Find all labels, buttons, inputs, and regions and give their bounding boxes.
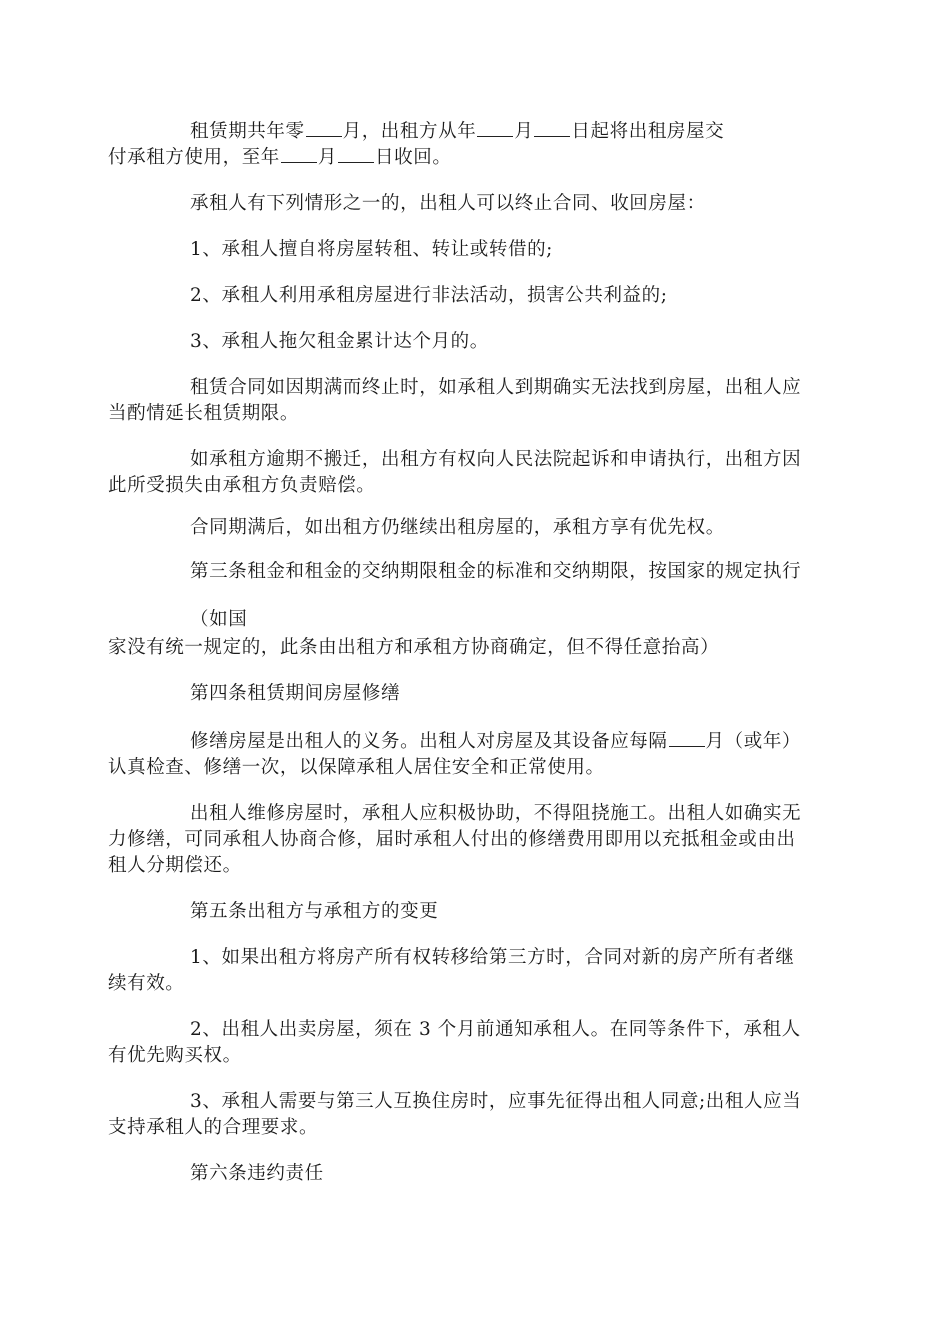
list-item: 2、出租人出卖房屋，须在 3 个月前通知承租人。在同等条件下，承租人 (190, 1019, 801, 1040)
text-line (190, 730, 801, 754)
text-run: 日收回。 (375, 147, 452, 168)
list-item: 1、如果出租方将房产所有权转移给第三方时，合同对新的房产所有者继 (190, 947, 795, 968)
text-line: 当酌情延长租赁期限。 (108, 403, 300, 424)
list-item: 1、承租人擅自将房屋转租、转让或转借的; (190, 239, 554, 260)
text-run: 日起将出租房屋交 (571, 121, 725, 142)
list-item: 3、承租人拖欠租金累计达个月的。 (190, 331, 489, 352)
section-heading: 第三条租金和租金的交纳期限租金的标准和交纳期限，按国家的规定执行 (190, 561, 802, 582)
section-heading: 第五条出租方与承租方的变更 (190, 901, 439, 922)
text-line: 力修缮，可同承租人协商合修，届时承租人付出的修缮费用即用以充抵租金或由出 (108, 829, 796, 850)
text-line: 租赁合同如因期满而终止时，如承租人到期确实无法找到房屋，出租人应 (190, 377, 802, 398)
text-line: 如承租方逾期不搬迁，出租方有权向人民法院起诉和申请执行，出租方因 (190, 449, 802, 470)
blank-field (338, 146, 374, 163)
text-run: 修缮房屋是出租人的义务。出租人对房屋及其设备应每隔 (190, 731, 668, 752)
blank-field (534, 120, 570, 137)
text-line: 有优先购买权。 (108, 1045, 242, 1066)
text-run: 月 (317, 147, 338, 168)
text-run: 租赁期共年零 (190, 121, 305, 142)
text-line: 支持承租人的合理要求。 (108, 1117, 319, 1138)
text-run: 月 (514, 121, 534, 142)
text-line: 出租人维修房屋时，承租人应积极协助，不得阻挠施工。出租人如确实无 (190, 803, 802, 824)
text-line: 租人分期偿还。 (108, 855, 242, 876)
text-run: 付承租方使用，至年 (108, 147, 280, 168)
text-run: 月，出租方从年 (342, 121, 477, 142)
section-heading: 第四条租赁期间房屋修缮 (190, 683, 401, 704)
text-line: （如国 (190, 609, 248, 630)
text-line: 续有效。 (108, 973, 185, 994)
text-line: 合同期满后，如出租方仍继续出租房屋的，承租方享有优先权。 (190, 517, 725, 538)
blank-field (281, 146, 317, 163)
blank-field (306, 120, 342, 137)
section-heading: 第六条违约责任 (190, 1163, 324, 1184)
text-line (190, 120, 724, 144)
blank-field (669, 730, 705, 747)
text-line: 此所受损失由承租方负责赔偿。 (108, 475, 376, 496)
text-line: 家没有统一规定的，此条由出租方和承租方协商确定，但不得任意抬高） (108, 637, 720, 658)
text-line (108, 146, 451, 170)
text-run: 月（或年） (705, 731, 802, 752)
list-item: 2、承租人利用承租房屋进行非法活动，损害公共利益的; (190, 285, 668, 306)
text-line: 认真检查、修缮一次，以保障承租人居住安全和正常使用。 (108, 757, 605, 778)
list-item: 3、承租人需要与第三人互换住房时，应事先征得出租人同意;出租人应当 (190, 1091, 802, 1112)
blank-field (477, 120, 513, 137)
text-line: 承租人有下列情形之一的，出租人可以终止合同、收回房屋： (190, 193, 706, 214)
